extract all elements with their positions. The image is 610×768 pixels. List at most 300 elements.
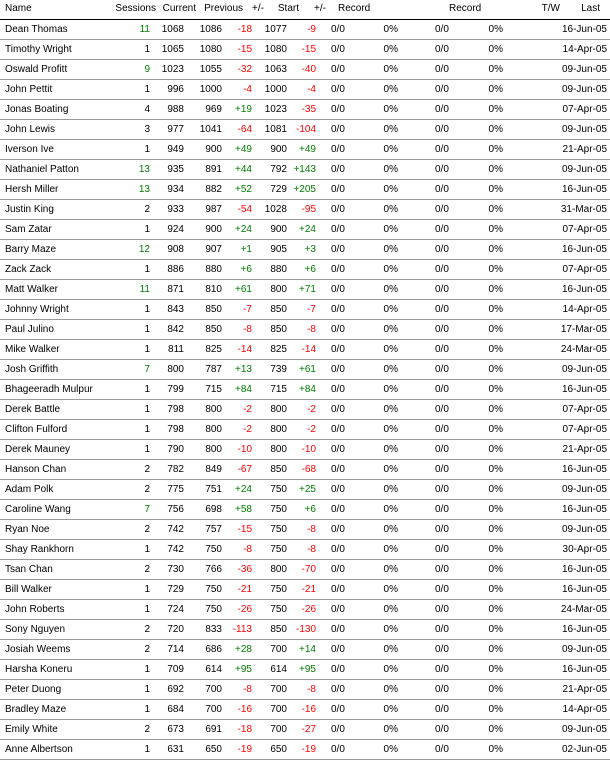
table-row[interactable] [0,140,610,160]
record-2-pct-cell: 0% [488,504,503,515]
current-cell: 886 [167,264,184,275]
delta-start-cell: +3 [304,244,316,255]
delta-start-cell: -70 [301,564,316,575]
delta-start-cell: -8 [307,544,316,555]
delta-start-cell: -95 [301,204,316,215]
delta-start-cell: -130 [295,624,316,635]
player-name: John Pettit [5,84,53,95]
delta-previous-cell: -14 [237,344,252,355]
current-cell: 811 [168,344,184,355]
header-record-2[interactable]: Record [449,3,482,14]
header-previous[interactable]: Previous [204,3,243,14]
player-name: Josh Griffith [5,364,59,375]
sessions-cell: 1 [144,664,150,675]
header-last[interactable]: Last [581,3,600,14]
record-2-pct-cell: 0% [488,604,503,615]
record-1-count-cell: 0/0 [331,164,345,175]
record-1-count-cell: 0/0 [331,624,345,635]
table-row[interactable] [0,100,610,120]
header-delta-start[interactable]: +/- [314,3,326,14]
table-row[interactable] [0,60,610,80]
record-1-pct-cell: 0% [383,704,398,715]
delta-previous-cell: +13 [235,364,252,375]
sessions-cell: 1 [144,144,150,155]
record-2-pct-cell: 0% [488,384,503,395]
table-row[interactable] [0,500,610,520]
last-date-cell: 09-Jun-05 [561,124,607,135]
table-row[interactable] [0,540,610,560]
record-1-count-cell: 0/0 [331,344,345,355]
start-cell: 1063 [264,64,287,75]
player-name: Sony Nguyen [5,624,66,635]
last-date-cell: 17-Mar-05 [560,324,607,335]
record-1-count-cell: 0/0 [331,124,345,135]
record-1-pct-cell: 0% [383,504,398,515]
record-2-count-cell: 0/0 [435,364,449,375]
table-row[interactable] [0,620,610,640]
last-date-cell: 16-Jun-05 [561,504,607,515]
sessions-cell: 13 [138,184,150,195]
player-name: Harsha Koneru [5,664,73,675]
last-date-cell: 14-Apr-05 [562,44,607,55]
previous-cell: 700 [205,684,222,695]
table-row[interactable] [0,340,610,360]
record-1-pct-cell: 0% [383,104,398,115]
delta-start-cell: +49 [299,144,316,155]
player-name: Hersh Miller [5,184,59,195]
record-2-count-cell: 0/0 [435,684,449,695]
previous-cell: 900 [205,224,222,235]
record-2-count-cell: 0/0 [435,304,449,315]
previous-cell: 891 [205,164,222,175]
previous-cell: 650 [205,744,222,755]
record-2-pct-cell: 0% [488,124,503,135]
current-cell: 800 [167,364,184,375]
player-name: Sam Zatar [5,224,52,235]
record-1-count-cell: 0/0 [331,204,345,215]
delta-start-cell: +25 [299,484,316,495]
start-cell: 1080 [264,44,287,55]
record-2-count-cell: 0/0 [435,84,449,95]
record-2-count-cell: 0/0 [435,584,449,595]
start-cell: 750 [270,584,287,595]
record-2-pct-cell: 0% [488,44,503,55]
current-cell: 799 [167,384,184,395]
previous-cell: 1055 [199,64,222,75]
record-2-count-cell: 0/0 [435,444,449,455]
table-row[interactable] [0,160,610,180]
previous-cell: 800 [205,444,222,455]
table-row[interactable] [0,680,610,700]
table-row[interactable] [0,220,610,240]
last-date-cell: 09-Jun-05 [561,524,607,535]
previous-cell: 882 [205,184,222,195]
sessions-cell: 1 [144,264,150,275]
last-date-cell: 09-Jun-05 [561,724,607,735]
previous-cell: 849 [205,464,222,475]
table-row[interactable] [0,120,610,140]
delta-previous-cell: -16 [237,704,252,715]
record-2-pct-cell: 0% [488,224,503,235]
record-2-pct-cell: 0% [488,424,503,435]
player-name: John Lewis [5,124,56,135]
last-date-cell: 16-Jun-05 [561,244,607,255]
start-cell: 850 [270,304,287,315]
record-2-pct-cell: 0% [488,584,503,595]
record-2-pct-cell: 0% [488,284,503,295]
delta-previous-cell: +19 [235,104,252,115]
last-date-cell: 07-Apr-05 [562,224,607,235]
record-1-count-cell: 0/0 [331,504,345,515]
current-cell: 790 [167,444,184,455]
record-2-pct-cell: 0% [488,484,503,495]
current-cell: 988 [167,104,184,115]
previous-cell: 969 [205,104,222,115]
record-1-pct-cell: 0% [383,324,398,335]
record-2-pct-cell: 0% [488,524,503,535]
record-1-count-cell: 0/0 [331,544,345,555]
delta-previous-cell: -4 [243,84,252,95]
delta-start-cell: -26 [301,604,316,615]
record-2-pct-cell: 0% [488,264,503,275]
record-1-pct-cell: 0% [383,584,398,595]
last-date-cell: 24-Mar-05 [560,604,607,615]
record-2-count-cell: 0/0 [435,244,449,255]
table-row[interactable] [0,700,610,720]
record-1-count-cell: 0/0 [331,224,345,235]
start-cell: 650 [270,744,287,755]
record-1-count-cell: 0/0 [331,664,345,675]
start-cell: 900 [270,224,287,235]
last-date-cell: 31-Mar-05 [560,204,607,215]
delta-start-cell: -15 [301,44,316,55]
header-start[interactable]: Start [277,3,299,14]
record-1-count-cell: 0/0 [331,64,345,75]
record-1-count-cell: 0/0 [331,364,345,375]
delta-previous-cell: -2 [243,424,252,435]
record-1-count-cell: 0/0 [331,724,345,735]
previous-cell: 1041 [199,124,222,135]
record-1-pct-cell: 0% [383,484,398,495]
current-cell: 843 [167,304,184,315]
record-1-count-cell: 0/0 [331,304,345,315]
record-1-count-cell: 0/0 [331,284,345,295]
record-1-count-cell: 0/0 [331,384,345,395]
header-delta-previous[interactable]: +/- [252,3,264,14]
record-2-pct-cell: 0% [488,724,503,735]
record-2-pct-cell: 0% [488,64,503,75]
table-header [0,0,610,20]
start-cell: 825 [270,344,287,355]
start-cell: 880 [270,264,287,275]
previous-cell: 850 [205,304,222,315]
sessions-cell: 2 [144,524,150,535]
record-1-pct-cell: 0% [383,624,398,635]
start-cell: 750 [270,544,287,555]
player-name: Josiah Weems [5,644,71,655]
current-cell: 684 [167,704,184,715]
current-cell: 742 [167,524,184,535]
record-2-count-cell: 0/0 [435,564,449,575]
current-cell: 908 [167,244,184,255]
table-row[interactable] [0,200,610,220]
record-1-pct-cell: 0% [383,724,398,735]
sessions-cell: 1 [144,224,150,235]
record-1-pct-cell: 0% [383,284,398,295]
last-date-cell: 14-Apr-05 [562,704,607,715]
start-cell: 1081 [264,124,287,135]
current-cell: 798 [167,424,184,435]
table-row[interactable] [0,460,610,480]
player-name: Paul Julino [5,324,54,335]
delta-previous-cell: -54 [237,204,252,215]
current-cell: 933 [167,204,184,215]
sessions-cell: 1 [144,544,150,555]
delta-previous-cell: +28 [235,644,252,655]
previous-cell: 1086 [199,24,222,35]
record-1-pct-cell: 0% [383,44,398,55]
record-2-count-cell: 0/0 [435,44,449,55]
last-date-cell: 21-Apr-05 [562,144,607,155]
previous-cell: 800 [205,424,222,435]
record-1-pct-cell: 0% [383,204,398,215]
sessions-cell: 9 [144,64,150,75]
record-2-count-cell: 0/0 [435,264,449,275]
start-cell: 729 [270,184,287,195]
record-2-count-cell: 0/0 [435,424,449,435]
table-row[interactable] [0,80,610,100]
table-row[interactable] [0,260,610,280]
record-2-pct-cell: 0% [488,444,503,455]
record-1-pct-cell: 0% [383,424,398,435]
record-2-count-cell: 0/0 [435,504,449,515]
delta-start-cell: -16 [301,704,316,715]
previous-cell: 750 [205,584,222,595]
header-record-1[interactable]: Record [338,3,371,14]
previous-cell: 907 [205,244,222,255]
delta-start-cell: -35 [301,104,316,115]
record-1-count-cell: 0/0 [331,644,345,655]
record-1-count-cell: 0/0 [331,564,345,575]
delta-start-cell: -2 [307,404,316,415]
table-row[interactable] [0,320,610,340]
table-row[interactable] [0,560,610,580]
table-row[interactable] [0,180,610,200]
last-date-cell: 21-Apr-05 [562,444,607,455]
record-1-count-cell: 0/0 [331,144,345,155]
table-row[interactable] [0,740,610,760]
start-cell: 750 [270,604,287,615]
record-1-count-cell: 0/0 [331,684,345,695]
player-name: Jonas Boating [5,104,69,115]
delta-previous-cell: -18 [237,24,252,35]
record-2-pct-cell: 0% [488,544,503,555]
sessions-cell: 1 [144,704,150,715]
header-sessions[interactable]: Sessions [115,3,156,14]
record-1-pct-cell: 0% [383,144,398,155]
start-cell: 800 [270,424,287,435]
previous-cell: 1000 [199,84,222,95]
previous-cell: 850 [205,324,222,335]
current-cell: 742 [167,544,184,555]
player-name: Peter Duong [5,684,62,695]
current-cell: 714 [167,644,184,655]
table-row[interactable] [0,360,610,380]
table-row[interactable] [0,440,610,460]
record-1-pct-cell: 0% [383,464,398,475]
record-1-pct-cell: 0% [383,744,398,755]
delta-start-cell: -8 [307,684,316,695]
previous-cell: 833 [205,624,222,635]
delta-start-cell: -40 [301,64,316,75]
previous-cell: 900 [205,144,222,155]
record-1-count-cell: 0/0 [331,524,345,535]
last-date-cell: 07-Apr-05 [562,404,607,415]
last-date-cell: 09-Jun-05 [561,64,607,75]
player-name: Emily White [5,724,58,735]
table-row[interactable] [0,520,610,540]
delta-previous-cell: -8 [243,684,252,695]
delta-previous-cell: +95 [235,664,252,675]
table-row[interactable] [0,480,610,500]
last-date-cell: 14-Apr-05 [562,304,607,315]
table-row[interactable] [0,660,610,680]
record-2-count-cell: 0/0 [435,324,449,335]
table-row[interactable] [0,280,610,300]
record-1-pct-cell: 0% [383,184,398,195]
delta-previous-cell: -10 [237,444,252,455]
delta-start-cell: -21 [301,584,316,595]
sessions-cell: 4 [144,104,150,115]
sessions-cell: 1 [144,584,150,595]
previous-cell: 751 [205,484,222,495]
start-cell: 700 [270,724,287,735]
header-name[interactable]: Name [5,3,32,14]
table-row[interactable] [0,420,610,440]
player-name: Shay Rankhorn [5,544,74,555]
start-cell: 739 [270,364,287,375]
start-cell: 750 [270,504,287,515]
delta-start-cell: +95 [299,664,316,675]
record-1-pct-cell: 0% [383,444,398,455]
last-date-cell: 16-Jun-05 [561,464,607,475]
header-current[interactable]: Current [162,3,196,14]
delta-previous-cell: -8 [243,324,252,335]
previous-cell: 800 [205,404,222,415]
record-1-pct-cell: 0% [383,564,398,575]
player-name: Bill Walker [5,584,52,595]
table-row[interactable] [0,640,610,660]
table-row[interactable] [0,600,610,620]
current-cell: 871 [167,284,184,295]
delta-start-cell: -4 [307,84,316,95]
player-name: Bradley Maze [5,704,67,715]
record-2-count-cell: 0/0 [435,624,449,635]
record-2-count-cell: 0/0 [435,344,449,355]
table-row[interactable] [0,580,610,600]
table-row[interactable] [0,400,610,420]
record-2-pct-cell: 0% [488,464,503,475]
record-1-count-cell: 0/0 [331,604,345,615]
record-1-count-cell: 0/0 [331,404,345,415]
sessions-cell: 1 [144,604,150,615]
previous-cell: 691 [205,724,222,735]
current-cell: 692 [167,684,184,695]
record-2-count-cell: 0/0 [435,544,449,555]
sessions-cell: 2 [144,724,150,735]
last-date-cell: 16-Jun-05 [561,184,607,195]
start-cell: 800 [270,404,287,415]
record-2-pct-cell: 0% [488,664,503,675]
current-cell: 724 [167,604,184,615]
delta-previous-cell: +58 [235,504,252,515]
sessions-cell: 1 [144,744,150,755]
current-cell: 631 [167,744,184,755]
record-1-count-cell: 0/0 [331,44,345,55]
delta-start-cell: +6 [304,264,316,275]
table-row[interactable] [0,720,610,740]
delta-start-cell: +24 [299,224,316,235]
last-date-cell: 09-Jun-05 [561,364,607,375]
previous-cell: 614 [205,664,222,675]
current-cell: 756 [167,504,184,515]
previous-cell: 700 [205,704,222,715]
delta-previous-cell: -15 [237,44,252,55]
record-1-pct-cell: 0% [383,24,398,35]
record-1-count-cell: 0/0 [331,324,345,335]
delta-previous-cell: -21 [237,584,252,595]
sessions-cell: 2 [144,204,150,215]
record-2-count-cell: 0/0 [435,184,449,195]
record-2-pct-cell: 0% [488,624,503,635]
sessions-cell: 1 [144,424,150,435]
start-cell: 905 [270,244,287,255]
delta-previous-cell: -7 [243,304,252,315]
record-2-pct-cell: 0% [488,684,503,695]
table-row[interactable] [0,380,610,400]
previous-cell: 810 [205,284,222,295]
player-name: Iverson Ive [5,144,54,155]
record-2-pct-cell: 0% [488,364,503,375]
header-tw[interactable]: T/W [541,3,560,14]
delta-start-cell: -7 [307,304,316,315]
table-row[interactable] [0,20,610,40]
player-name: Oswald Profitt [5,64,68,75]
table-row[interactable] [0,40,610,60]
last-date-cell: 09-Jun-05 [561,164,607,175]
table-row[interactable] [0,300,610,320]
player-name: Bhageeradh Mulpur [5,384,93,395]
delta-previous-cell: +49 [235,144,252,155]
record-1-count-cell: 0/0 [331,484,345,495]
last-date-cell: 07-Apr-05 [562,104,607,115]
record-2-pct-cell: 0% [488,244,503,255]
player-name: Zack Zack [5,264,52,275]
player-name: Timothy Wright [5,44,72,55]
last-date-cell: 16-Jun-05 [561,584,607,595]
start-cell: 700 [270,684,287,695]
record-2-pct-cell: 0% [488,24,503,35]
record-1-pct-cell: 0% [383,304,398,315]
record-1-pct-cell: 0% [383,224,398,235]
record-2-count-cell: 0/0 [435,744,449,755]
delta-previous-cell: -36 [237,564,252,575]
record-2-pct-cell: 0% [488,744,503,755]
delta-start-cell: -19 [301,744,316,755]
table-row[interactable] [0,240,610,260]
record-1-pct-cell: 0% [383,344,398,355]
delta-previous-cell: -19 [237,744,252,755]
